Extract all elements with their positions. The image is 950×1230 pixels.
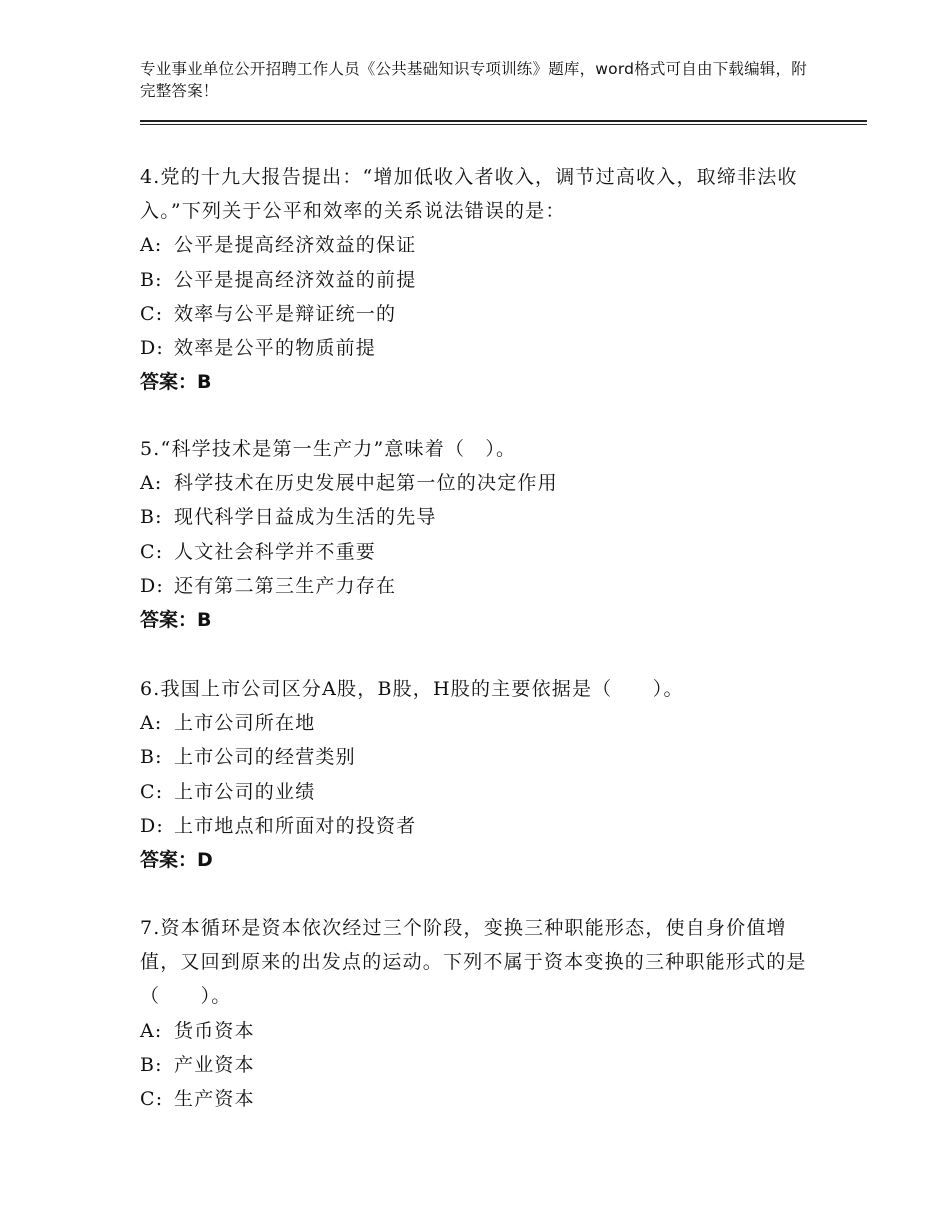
question-stem: 6.我国上市公司区分A股，B股，H股的主要依据是（ ）。 [140, 678, 684, 700]
option-text: 公平是提高经济效益的前提 [174, 268, 417, 291]
option-text: 现代科学日益成为生活的先导 [174, 506, 437, 529]
option-letter: A: [140, 712, 163, 735]
option-letter: A: [140, 472, 163, 495]
question-6 [140, 672, 810, 877]
option-b [140, 1048, 810, 1082]
option-text: 上市公司所在地 [174, 712, 316, 735]
option-letter: C: [140, 540, 164, 563]
option-letter: D: [140, 814, 165, 837]
question-stem: 7.资本循环是资本依次经过三个阶段，变换三种职能形态，使自身价值增值，又回到原来的出发点的运动。下列不属于资本变换的三种职能形式的是（ ）。 [140, 917, 807, 1008]
option-a [140, 706, 810, 740]
option-text: 效率与公平是辩证统一的 [174, 302, 397, 325]
option-a [140, 466, 810, 500]
option-letter: C: [140, 302, 164, 325]
option-text: 上市公司的经营类别 [174, 746, 356, 769]
option-letter: B: [140, 746, 163, 769]
option-letter: B: [140, 268, 163, 291]
option-d [140, 569, 810, 603]
option-text: 货币资本 [174, 1019, 255, 1042]
option-c [140, 297, 810, 331]
option-c [140, 775, 810, 809]
option-a [140, 1014, 810, 1048]
question-7 [140, 911, 810, 1116]
answer-line: 答案：B [140, 609, 212, 632]
option-text: 效率是公平的物质前提 [174, 337, 377, 360]
option-text: 人文社会科学并不重要 [174, 540, 377, 563]
option-c [140, 535, 810, 569]
option-letter: D: [140, 574, 165, 597]
option-text: 公平是提高经济效益的保证 [174, 234, 417, 257]
header-divider-thin [140, 124, 867, 125]
question-4 [140, 160, 810, 399]
document-header: 专业事业单位公开招聘工作人员《公共基础知识专项训练》题库，word格式可自由下载编辑，附完整答案！ [140, 60, 807, 100]
answer-line: 答案：B [140, 371, 212, 394]
option-letter: A: [140, 234, 163, 257]
option-b [140, 740, 810, 774]
question-stem: 5.“科学技术是第一生产力”意味着（ ）。 [140, 438, 517, 460]
option-text: 生产资本 [174, 1088, 255, 1111]
option-d [140, 809, 810, 843]
answer-line: 答案：D [140, 849, 213, 872]
option-letter: B: [140, 506, 163, 529]
option-letter: B: [140, 1053, 163, 1076]
option-text: 产业资本 [174, 1053, 255, 1076]
option-b [140, 500, 810, 534]
question-stem: 4.党的十九大报告提出：“增加低收入者收入，调节过高收入，取缔非法收入。”下列关于公平和效率的关系说法错误的是： [140, 166, 798, 223]
option-d [140, 331, 810, 365]
option-text: 上市公司的业绩 [174, 780, 316, 803]
option-letter: C: [140, 780, 164, 803]
header-divider [140, 120, 867, 126]
option-text: 上市地点和所面对的投资者 [174, 814, 417, 837]
option-b [140, 263, 810, 297]
header-divider-thick [140, 120, 867, 122]
option-c [140, 1082, 810, 1116]
option-letter: D: [140, 337, 165, 360]
question-5 [140, 432, 810, 637]
option-text: 还有第二第三生产力存在 [174, 574, 397, 597]
option-text: 科学技术在历史发展中起第一位的决定作用 [174, 472, 558, 495]
option-a [140, 228, 810, 262]
option-letter: A: [140, 1019, 163, 1042]
option-letter: C: [140, 1088, 164, 1111]
